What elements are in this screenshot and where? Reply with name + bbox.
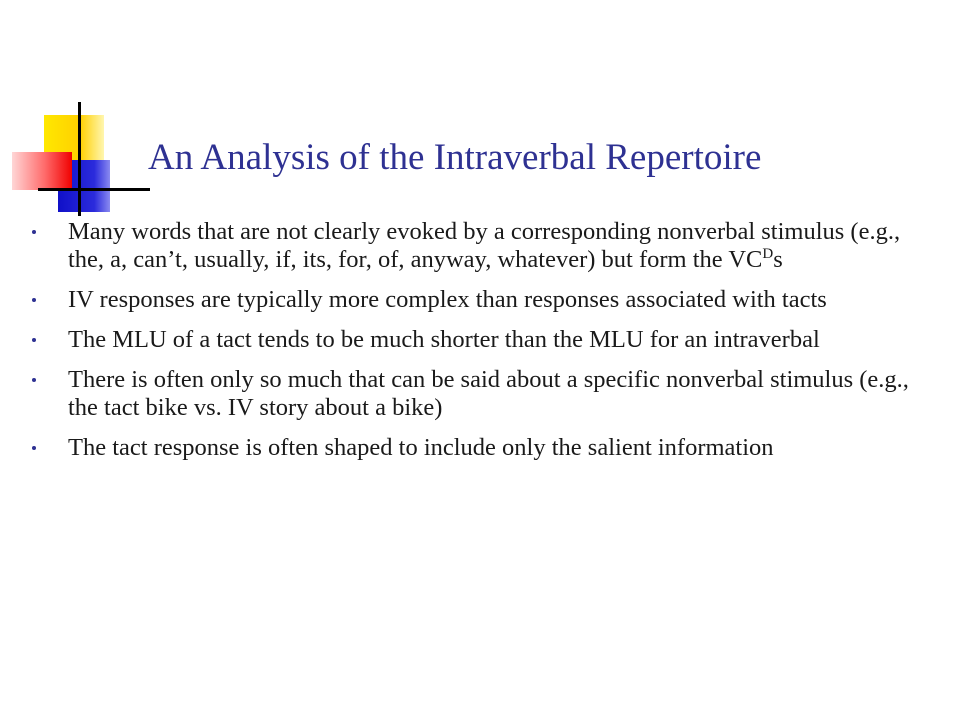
bullet-icon <box>32 446 36 450</box>
bullet-suffix: s <box>773 246 783 273</box>
bullet-item <box>28 366 938 422</box>
bullet-text: IV responses are typically more complex than responses associated with tacts <box>68 286 827 313</box>
bullet-item <box>28 286 938 314</box>
bullet-text: Many words that are not clearly evoked by a corresponding nonverbal stimulus (e.g., the, a, can’t, usually, if, its, for, of, anyway, whatever) but form the VC <box>68 218 901 273</box>
bullet-item <box>28 326 938 354</box>
bullet-text: The MLU of a tact tends to be much shorter than the MLU for an intraverbal <box>68 326 820 353</box>
bullet-icon <box>32 378 36 382</box>
bullet-text: The tact response is often shaped to include only the salient information <box>68 434 774 461</box>
bullet-text: There is often only so much that can be said about a specific nonverbal stimulus (e.g., the tact bike vs. IV story about a bike) <box>68 366 909 421</box>
vertical-rule-line <box>78 102 81 216</box>
bullet-icon <box>32 298 36 302</box>
bullet-superscript: D <box>762 246 774 262</box>
bullet-icon <box>32 338 36 342</box>
bullet-item <box>28 218 938 274</box>
decorative-corner-graphic <box>0 0 150 220</box>
horizontal-rule-line <box>38 188 150 191</box>
bullet-item <box>28 434 938 462</box>
bullet-icon <box>32 230 36 234</box>
slide-title: An Analysis of the Intraverbal Repertoire <box>148 137 762 178</box>
bullet-list <box>28 218 938 474</box>
red-bar-shape <box>12 152 72 190</box>
